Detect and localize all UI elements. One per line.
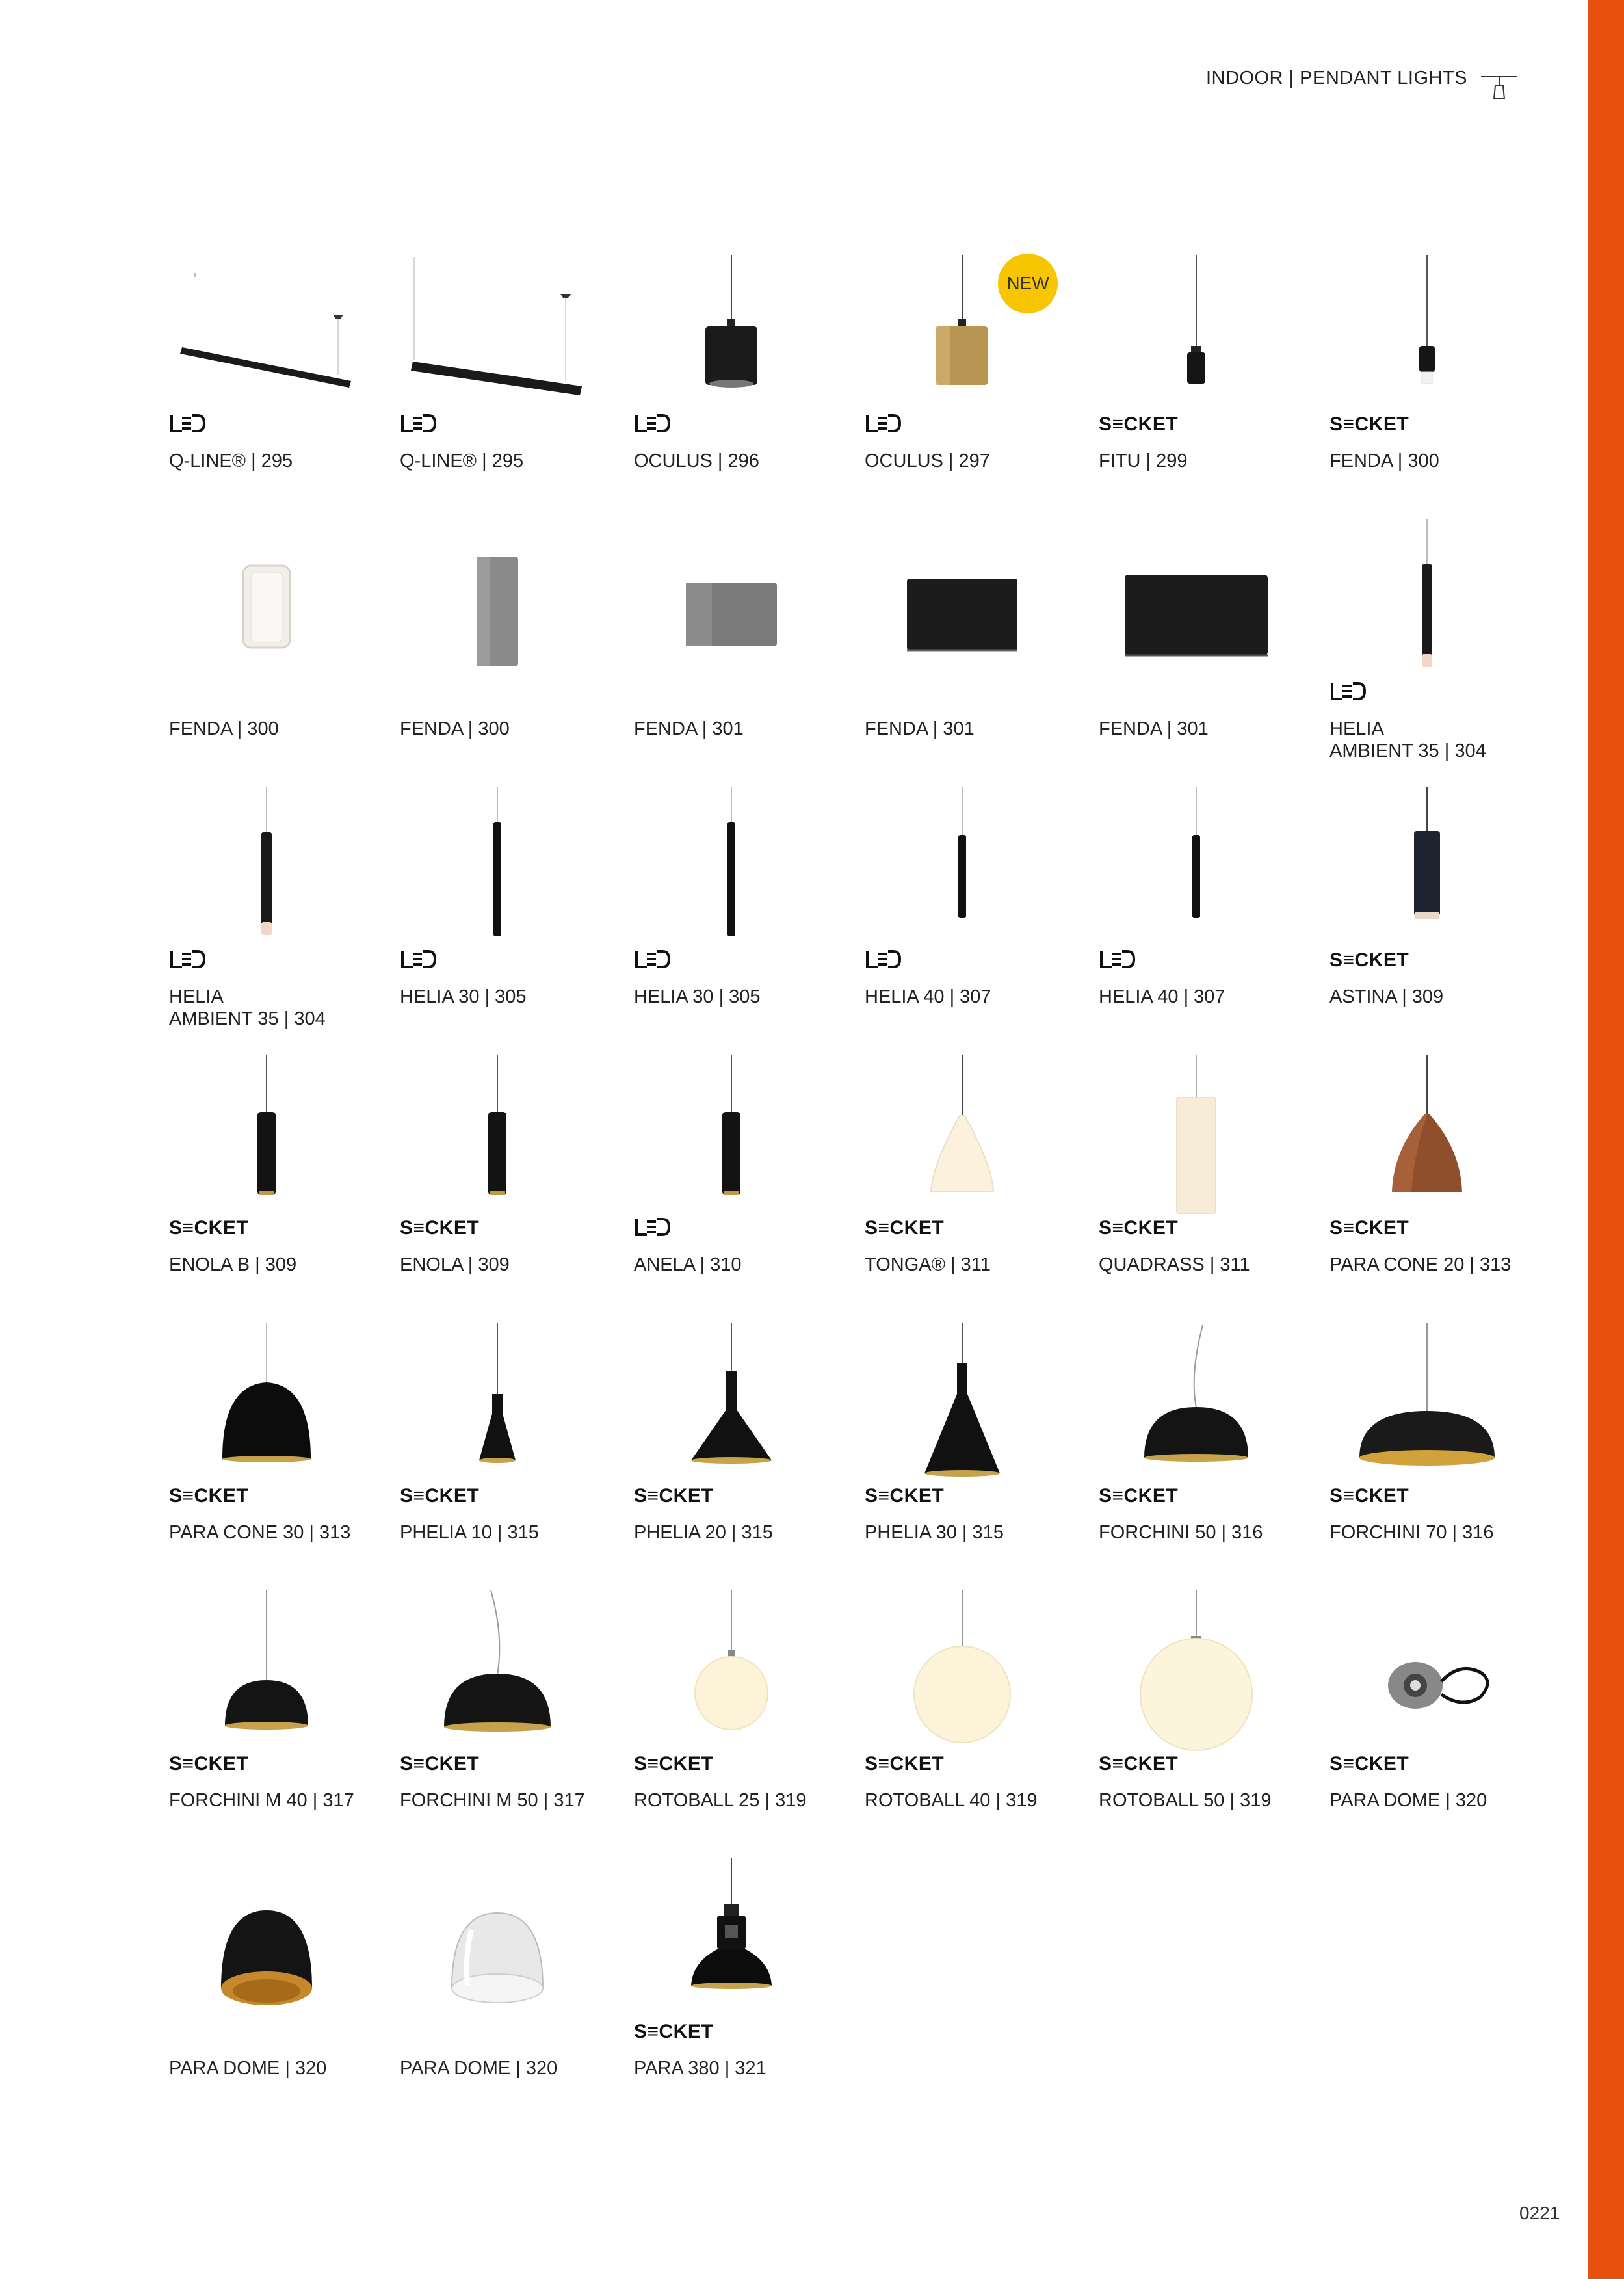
product-item[interactable] [400,1055,614,1323]
product-name: ROTOBALL 25 | 319 [634,1790,807,1811]
product-item[interactable] [634,787,848,1055]
socket-badge: S≡CKET [1329,414,1409,435]
socket-badge: S≡CKET [1099,1485,1179,1507]
socket-badge: S≡CKET [1099,1217,1179,1239]
product-item[interactable] [1099,251,1313,519]
product-name: PARA DOME | 320 [1329,1790,1487,1811]
socket-badge: S≡CKET [169,1753,249,1774]
product-name: PARA CONE 20 | 313 [1329,1254,1512,1275]
product-item[interactable] [634,1055,848,1323]
product-item[interactable] [169,1590,384,1858]
page-number: 0221 [1519,2203,1560,2223]
product-item[interactable] [634,251,848,519]
product-item[interactable] [865,787,1079,1055]
product-name: PARA DOME | 320 [169,2058,327,2079]
section-title: INDOOR | PENDANT LIGHTS [1206,68,1467,88]
product-name: QUADRASS | 311 [1099,1254,1250,1275]
product-name: FENDA | 301 [865,718,975,739]
socket-badge: S≡CKET [634,1753,714,1774]
led-badge-icon [865,949,901,971]
product-name: PARA 380 | 321 [634,2058,766,2079]
product-name: PHELIA 20 | 315 [634,1522,773,1543]
product-name: HELIA AMBIENT 35 | 304 [169,986,326,1029]
product-item[interactable] [169,1055,384,1323]
product-name: FENDA | 300 [1329,451,1439,471]
product-item[interactable] [634,519,848,787]
socket-badge: S≡CKET [865,1217,945,1239]
product-name: ROTOBALL 40 | 319 [865,1790,1038,1811]
product-item[interactable] [1329,519,1544,787]
socket-badge: S≡CKET [1329,949,1409,971]
product-item[interactable] [634,1590,848,1858]
product-item[interactable] [169,787,384,1055]
led-badge-icon [865,414,901,436]
product-name: Q-LINE® | 295 [400,451,524,471]
product-name: ASTINA | 309 [1329,986,1444,1007]
product-name: ROTOBALL 50 | 319 [1099,1790,1272,1811]
socket-badge: S≡CKET [400,1753,480,1774]
product-item[interactable] [400,1590,614,1858]
new-badge: NEW [998,254,1058,313]
socket-badge: S≡CKET [1329,1485,1409,1507]
product-name: HELIA 30 | 305 [400,986,527,1007]
socket-badge: S≡CKET [634,2021,714,2042]
led-badge-icon [634,1217,670,1239]
socket-badge: S≡CKET [865,1485,945,1507]
product-name: FITU | 299 [1099,451,1188,471]
pendant-light-icon [1481,73,1517,104]
socket-badge: S≡CKET [1329,1753,1409,1774]
product-name: OCULUS | 297 [865,451,990,471]
product-name: ANELA | 310 [634,1254,742,1275]
product-item[interactable] [169,519,384,787]
socket-badge: S≡CKET [1099,414,1179,435]
product-name: HELIA AMBIENT 35 | 304 [1329,718,1486,761]
led-badge-icon [400,414,436,436]
led-badge-icon [169,949,205,971]
product-item[interactable] [1329,251,1544,519]
product-item[interactable] [1099,1590,1313,1858]
product-item[interactable] [634,1323,848,1590]
product-name: FENDA | 301 [1099,718,1209,739]
product-name: FORCHINI M 50 | 317 [400,1790,585,1811]
led-badge-icon [169,414,205,436]
product-item[interactable] [169,1323,384,1590]
led-badge-icon [1329,681,1366,704]
product-item[interactable] [400,1323,614,1590]
product-item[interactable] [1329,1055,1544,1323]
product-name: FENDA | 301 [634,718,744,739]
socket-badge: S≡CKET [400,1485,480,1507]
socket-badge: S≡CKET [169,1485,249,1507]
socket-badge: S≡CKET [634,1485,714,1507]
product-name: FENDA | 300 [169,718,279,739]
product-item[interactable] [1099,787,1313,1055]
product-name: ENOLA B | 309 [169,1254,297,1275]
product-item[interactable] [634,1858,848,2126]
orange-side-bar [1588,0,1624,2279]
product-item[interactable] [400,1858,614,2126]
product-name: OCULUS | 296 [634,451,759,471]
socket-badge: S≡CKET [1329,1217,1409,1239]
led-badge-icon [400,949,436,971]
socket-badge: S≡CKET [1099,1753,1179,1774]
product-item[interactable] [1329,1590,1544,1858]
product-name: PARA DOME | 320 [400,2058,558,2079]
product-item[interactable] [865,1323,1079,1590]
product-name: HELIA 40 | 307 [1099,986,1225,1007]
product-name: PARA CONE 30 | 313 [169,1522,351,1543]
product-name: Q-LINE® | 295 [169,451,293,471]
product-name: HELIA 30 | 305 [634,986,761,1007]
product-name: FORCHINI 70 | 316 [1329,1522,1494,1543]
product-name: FORCHINI 50 | 316 [1099,1522,1263,1543]
socket-badge: S≡CKET [400,1217,480,1239]
product-item[interactable] [865,1055,1079,1323]
product-item[interactable] [400,519,614,787]
product-item[interactable] [169,251,384,519]
led-badge-icon [634,414,670,436]
product-item[interactable] [865,1590,1079,1858]
product-name: HELIA 40 | 307 [865,986,991,1007]
product-item[interactable] [1099,519,1313,787]
product-item[interactable] [169,1858,384,2126]
product-item[interactable] [400,251,614,519]
product-item[interactable] [865,519,1079,787]
product-name: PHELIA 30 | 315 [865,1522,1004,1543]
product-item[interactable] [1099,1055,1313,1323]
led-badge-icon [1099,949,1135,971]
product-item[interactable] [1329,1323,1544,1590]
socket-badge: S≡CKET [169,1217,249,1239]
product-item[interactable] [400,787,614,1055]
product-name: TONGA® | 311 [865,1254,991,1275]
product-name: FENDA | 300 [400,718,510,739]
led-badge-icon [634,949,670,971]
product-name: FORCHINI M 40 | 317 [169,1790,354,1811]
product-item[interactable] [1099,1323,1313,1590]
socket-badge: S≡CKET [865,1753,945,1774]
product-item[interactable] [1329,787,1544,1055]
product-name: PHELIA 10 | 315 [400,1522,539,1543]
product-name: ENOLA | 309 [400,1254,510,1275]
